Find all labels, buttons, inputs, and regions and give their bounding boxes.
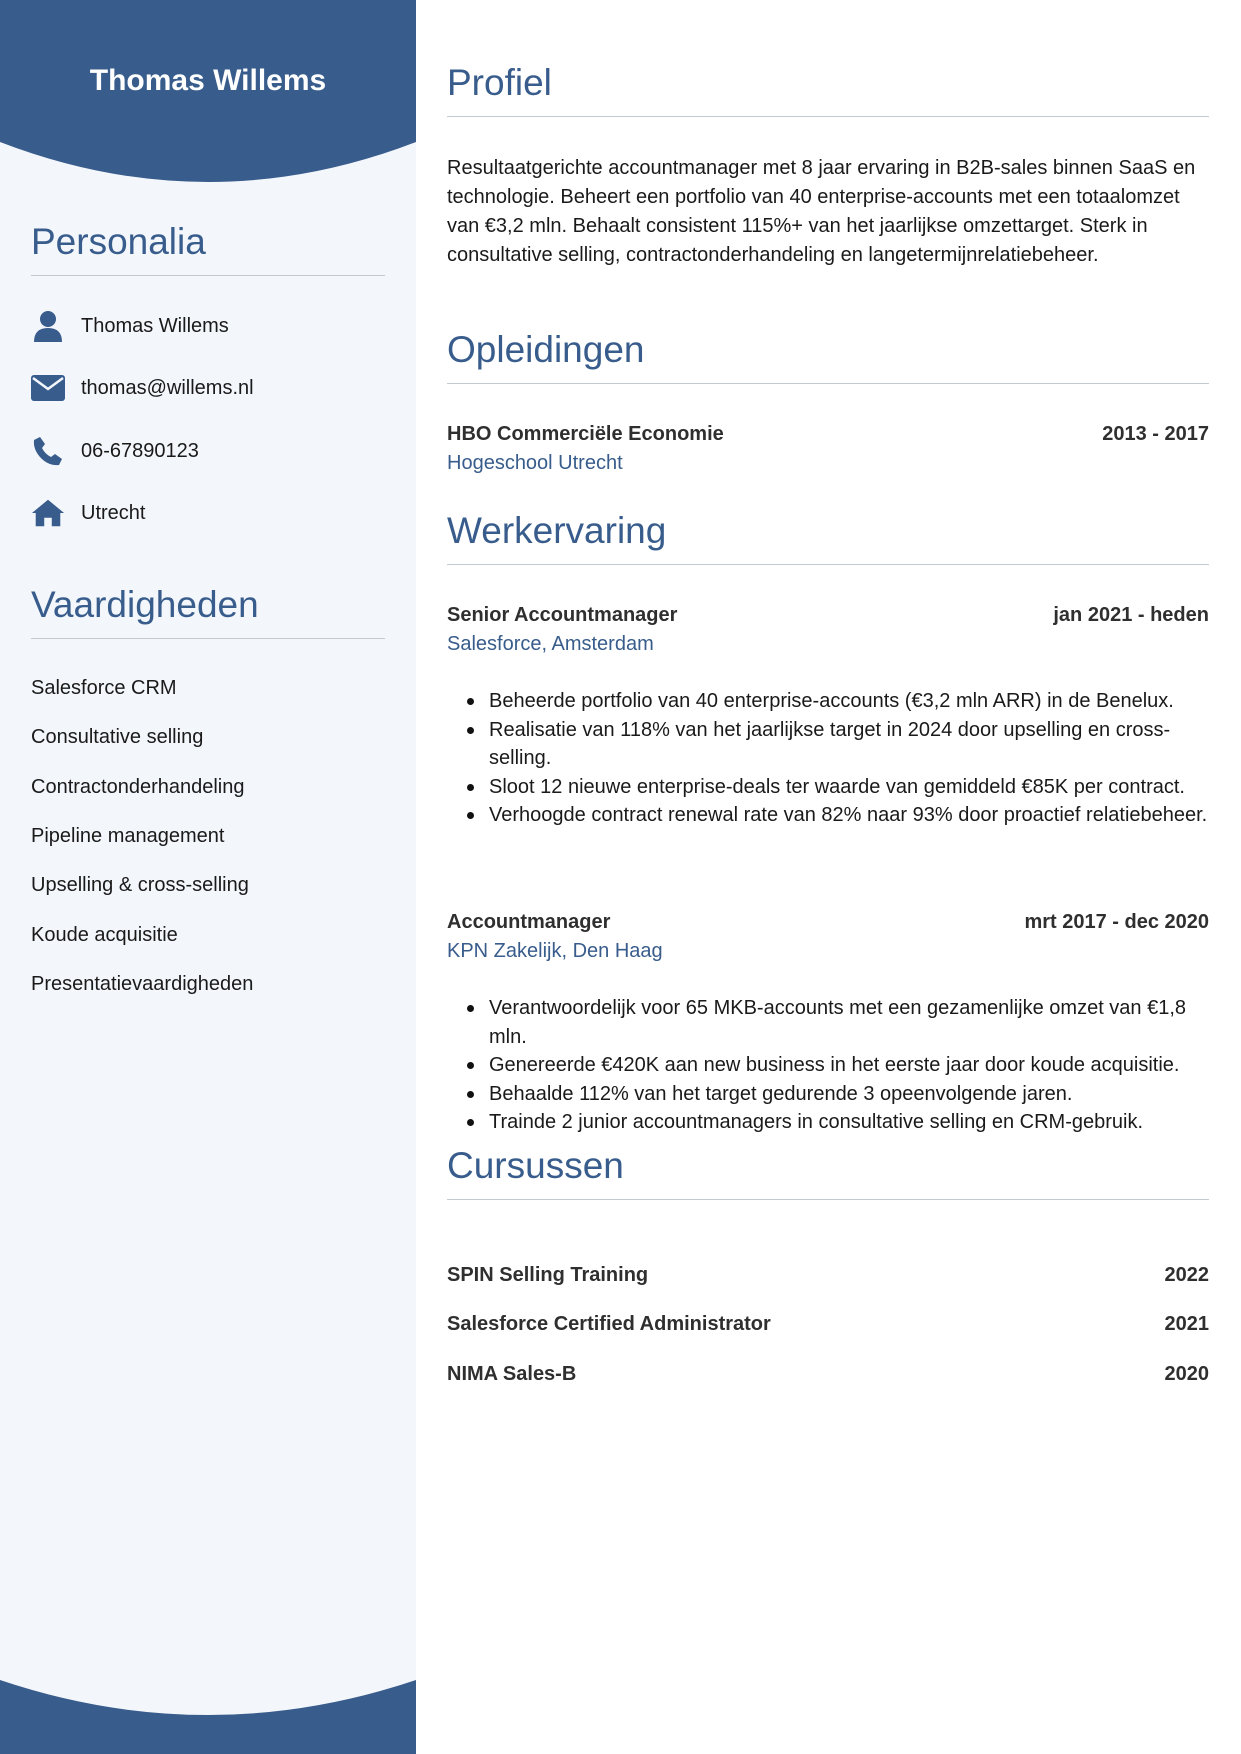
course-row bbox=[447, 1264, 1209, 1287]
job-bullet: Realisatie van 118% van het jaarlijkse target in 2024 door upselling en cross-selling. bbox=[489, 716, 1209, 773]
job-bullet-list bbox=[489, 994, 1209, 1137]
skill-item: Pipeline management bbox=[31, 825, 225, 847]
job-entry-header bbox=[447, 604, 1209, 627]
sidebar-header bbox=[0, 0, 416, 188]
skill-item: Consultative selling bbox=[31, 726, 204, 748]
skills-title: Vaardigheden bbox=[31, 584, 385, 639]
course-name: NIMA Sales-B bbox=[447, 1363, 577, 1385]
job-company: KPN Zakelijk, Den Haag bbox=[447, 940, 663, 962]
job-period: jan 2021 - heden bbox=[1053, 604, 1209, 626]
education-entry-header bbox=[447, 423, 1209, 446]
personalia-title: Personalia bbox=[31, 221, 385, 276]
job-role: Accountmanager bbox=[447, 911, 611, 933]
candidate-name: Thomas Willems bbox=[89, 64, 327, 97]
contact-email-text: thomas@willems.nl bbox=[81, 376, 254, 399]
phone-icon bbox=[31, 434, 65, 468]
contact-location-text: Utrecht bbox=[81, 501, 146, 524]
profile-text: Resultaatgerichte accountmanager met 8 jaar ervaring in B2B-sales binnen SaaS en technologie. Beheert een portfolio van 40 enterprise-accounts met een totaalomzet van €3,2 mln. Behaalt consistent 115%+ van het jaarlijkse omzettarget. Sterk in consultative selling, contractonderhandeling en langetermijnrelatiebeheer. bbox=[447, 157, 1196, 266]
education-period: 2013 - 2017 bbox=[1102, 423, 1209, 445]
contact-row-email bbox=[31, 370, 254, 406]
skill-item: Upselling & cross-selling bbox=[31, 874, 249, 896]
job-bullet: Behaalde 112% van het target gedurende 3 opeenvolgende jaren. bbox=[489, 1080, 1209, 1109]
course-year: 2020 bbox=[1164, 1363, 1209, 1385]
sidebar bbox=[0, 0, 416, 1754]
skill-item: Salesforce CRM bbox=[31, 677, 177, 699]
courses-title: Cursussen bbox=[447, 1145, 1209, 1200]
job-bullet: Sloot 12 nieuwe enterprise-deals ter waarde van gemiddeld €85K per contract. bbox=[489, 773, 1209, 802]
job-bullet: Verhoogde contract renewal rate van 82% naar 93% door proactief relatiebeheer. bbox=[489, 801, 1209, 830]
job-entry-header bbox=[447, 911, 1209, 934]
course-year: 2021 bbox=[1164, 1313, 1209, 1335]
course-row bbox=[447, 1313, 1209, 1336]
education-school: Hogeschool Utrecht bbox=[447, 452, 623, 474]
education-degree: HBO Commerciële Economie bbox=[447, 423, 724, 445]
home-icon bbox=[31, 496, 65, 530]
main-content bbox=[447, 0, 1209, 1754]
job-period: mrt 2017 - dec 2020 bbox=[1024, 911, 1209, 933]
job-bullet: Genereerde €420K aan new business in het eerste jaar door koude acquisitie. bbox=[489, 1051, 1209, 1080]
profile-title: Profiel bbox=[447, 62, 1209, 117]
contact-row-name bbox=[31, 308, 229, 344]
skill-item: Presentatievaardigheden bbox=[31, 973, 254, 995]
job-role: Senior Accountmanager bbox=[447, 604, 678, 626]
contact-phone-text: 06-67890123 bbox=[81, 439, 199, 462]
skill-item: Contractonderhandeling bbox=[31, 776, 245, 798]
job-bullet: Trainde 2 junior accountmanagers in consultative selling en CRM-gebruik. bbox=[489, 1108, 1209, 1137]
course-name: Salesforce Certified Administrator bbox=[447, 1313, 771, 1335]
job-bullet-list bbox=[489, 687, 1209, 830]
course-row bbox=[447, 1363, 1209, 1386]
education-title: Opleidingen bbox=[447, 329, 1209, 384]
skill-item: Koude acquisitie bbox=[31, 924, 178, 946]
contact-row-location bbox=[31, 495, 145, 531]
envelope-icon bbox=[31, 371, 65, 405]
contact-row-phone bbox=[31, 433, 199, 469]
footer-arc-shape bbox=[0, 1664, 416, 1754]
job-bullet: Beheerde portfolio van 40 enterprise-accounts (€3,2 mln ARR) in de Benelux. bbox=[489, 687, 1209, 716]
contact-name-text: Thomas Willems bbox=[81, 314, 229, 337]
course-year: 2022 bbox=[1164, 1264, 1209, 1286]
user-icon bbox=[31, 309, 65, 343]
job-bullet: Verantwoordelijk voor 65 MKB-accounts met een gezamenlijke omzet van €1,8 mln. bbox=[489, 994, 1209, 1051]
job-company: Salesforce, Amsterdam bbox=[447, 633, 654, 655]
course-name: SPIN Selling Training bbox=[447, 1264, 649, 1286]
experience-title: Werkervaring bbox=[447, 510, 1209, 565]
sidebar-footer bbox=[0, 1664, 416, 1754]
